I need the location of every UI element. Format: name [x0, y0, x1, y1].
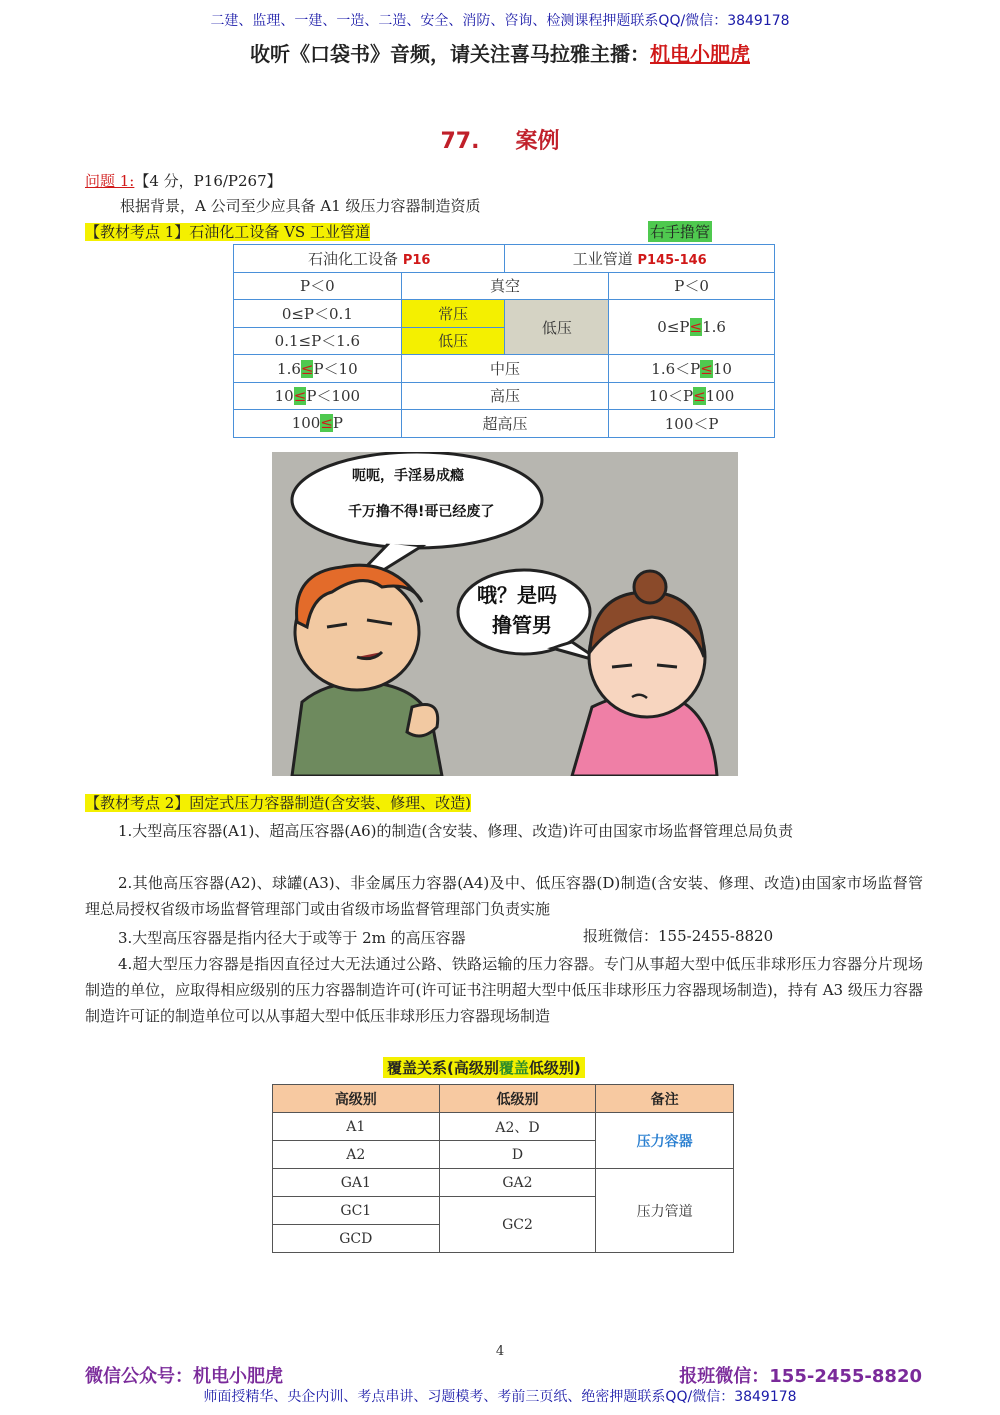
table-cell: 100＜P	[609, 410, 775, 438]
table-row	[273, 1113, 734, 1141]
table-cell: 0≤P≤1.6	[609, 300, 775, 355]
table-cell: 0≤P＜0.1	[234, 300, 402, 328]
column-header: 高级别	[273, 1085, 440, 1113]
table-cell: GC1	[273, 1197, 440, 1225]
coverage-table	[272, 1084, 734, 1253]
cartoon-svg	[272, 452, 738, 776]
point2-label: 【教材考点 2】固定式压力容器制造(含安装、修理、改造)	[85, 794, 472, 812]
header-contact: 二建、监理、一建、一造、二造、安全、消防、咨询、检测课程押题联系QQ/微信：3849178	[210, 13, 790, 29]
table-cell: A1	[273, 1113, 440, 1141]
note-pressure-pipe: 压力管道	[596, 1169, 734, 1253]
table-cell: A2	[273, 1141, 440, 1169]
table-cell: 高压	[401, 382, 609, 410]
table1-header-pipe: 工业管道 P145-146	[505, 245, 775, 273]
table-cell: 100≤P	[234, 410, 402, 438]
table-cell: 真空	[401, 272, 609, 300]
table-cell: 低压	[401, 327, 505, 355]
column-header: 备注	[596, 1085, 734, 1113]
point1-note: 右手撸管	[650, 223, 711, 241]
table-row	[234, 382, 775, 410]
title-text: 案例	[515, 129, 560, 154]
table-cell: 1.6＜P≤10	[609, 355, 775, 383]
table-cell: P＜0	[609, 272, 775, 300]
table-cell: A2、D	[439, 1113, 596, 1141]
table-cell: D	[439, 1141, 596, 1169]
table-cell: P＜0	[234, 272, 402, 300]
table-cell: 中压	[401, 355, 609, 383]
table-cell: 10＜P≤100	[609, 382, 775, 410]
page-number: 4	[495, 1344, 505, 1359]
table-cell: 1.6≤P＜10	[234, 355, 402, 383]
table-cell: GA2	[439, 1169, 596, 1197]
table-cell: GA1	[273, 1169, 440, 1197]
table-row	[273, 1169, 734, 1197]
bubble2-line2: 撸管男	[492, 613, 552, 637]
footer-services: 师面授精华、央企内训、考点串讲、习题模考、考前三页纸、绝密押题联系QQ/微信：3849178	[203, 1389, 797, 1405]
point2-item-3-contact: 报班微信：155-2455-8820	[583, 927, 774, 945]
footer-wechat-account: 微信公众号：机电小肥虎	[85, 1366, 283, 1387]
table2-caption: 覆盖关系(高级别覆盖低级别)	[383, 1057, 585, 1078]
table1-header-petro: 石油化工设备 P16	[234, 245, 505, 273]
point2-item-4: 4.超大型压力容器是指因直径过大无法通过公路、铁路运输的压力容器。专门从事超大型中低压非球形压力容器分片现场制造的单位，应取得相应级别的压力容器制造许可(许可证书注明超大型中低压非球形压力容器现场制造)，持有 A3 级压力容器制造许可证的制造单位可以从事超大型中低压非球形压力容器现场制造	[85, 955, 923, 1025]
header-audio-notice	[0, 38, 1000, 67]
table-cell: 超高压	[401, 410, 609, 438]
point2-item-2: 2.其他高压容器(A2)、球罐(A3)、非金属压力容器(A4)及中、低压容器(D)制造(含安装、修理、改造)由国家市场监督管理总局授权省级市场监督管理部门或由省级市场监督管理部门负责实施	[85, 874, 923, 918]
point1-label: 【教材考点 1】石油化工设备 VS 工业管道	[85, 223, 370, 241]
question-meta: 【4 分，P16/P267】	[134, 172, 282, 190]
table-cell: 低压	[505, 300, 609, 355]
page-title	[0, 124, 1000, 155]
footer-contact: 报班微信：155-2455-8820	[679, 1366, 922, 1387]
title-number: 77.	[440, 129, 480, 154]
point2-line	[85, 792, 471, 813]
bubble1-line1: 呃呃，手淫易成瘾	[352, 468, 464, 484]
table-row	[234, 355, 775, 383]
host-link[interactable]: 机电小肥虎	[650, 42, 750, 66]
bubble1-line2: 千万撸不得!哥已经废了	[348, 504, 495, 520]
point2-item-3: 3.大型高压容器是指内径大于或等于 2m 的高压容器	[118, 929, 466, 947]
question-line	[85, 170, 282, 191]
table-cell: 常压	[401, 300, 505, 328]
table-row	[234, 245, 775, 273]
table-row	[234, 410, 775, 438]
note-pressure-vessel: 压力容器	[596, 1113, 734, 1169]
bubble2-line1: 哦？是吗	[477, 583, 557, 607]
table-row	[234, 300, 775, 328]
column-header: 低级别	[439, 1085, 596, 1113]
table-cell: GCD	[273, 1225, 440, 1253]
point2-item-1: 1.大型高压容器(A1)、超高压容器(A6)的制造(含安装、修理、改造)许可由国家市场监督管理总局负责	[118, 822, 794, 840]
question-answer: 根据背景，A 公司至少应具备 A1 级压力容器制造资质	[120, 197, 481, 215]
table-cell: 0.1≤P＜1.6	[234, 327, 402, 355]
cartoon-illustration	[272, 452, 738, 776]
header-audio-prefix: 收听《口袋书》音频，请关注喜马拉雅主播：	[250, 42, 650, 66]
point1-line	[85, 221, 370, 242]
pressure-classification-table	[233, 244, 775, 438]
table-cell: 10≤P＜100	[234, 382, 402, 410]
table-cell: GC2	[439, 1197, 596, 1253]
table-row	[234, 272, 775, 300]
question-label: 问题 1:	[85, 172, 135, 190]
table-header-row	[273, 1085, 734, 1113]
